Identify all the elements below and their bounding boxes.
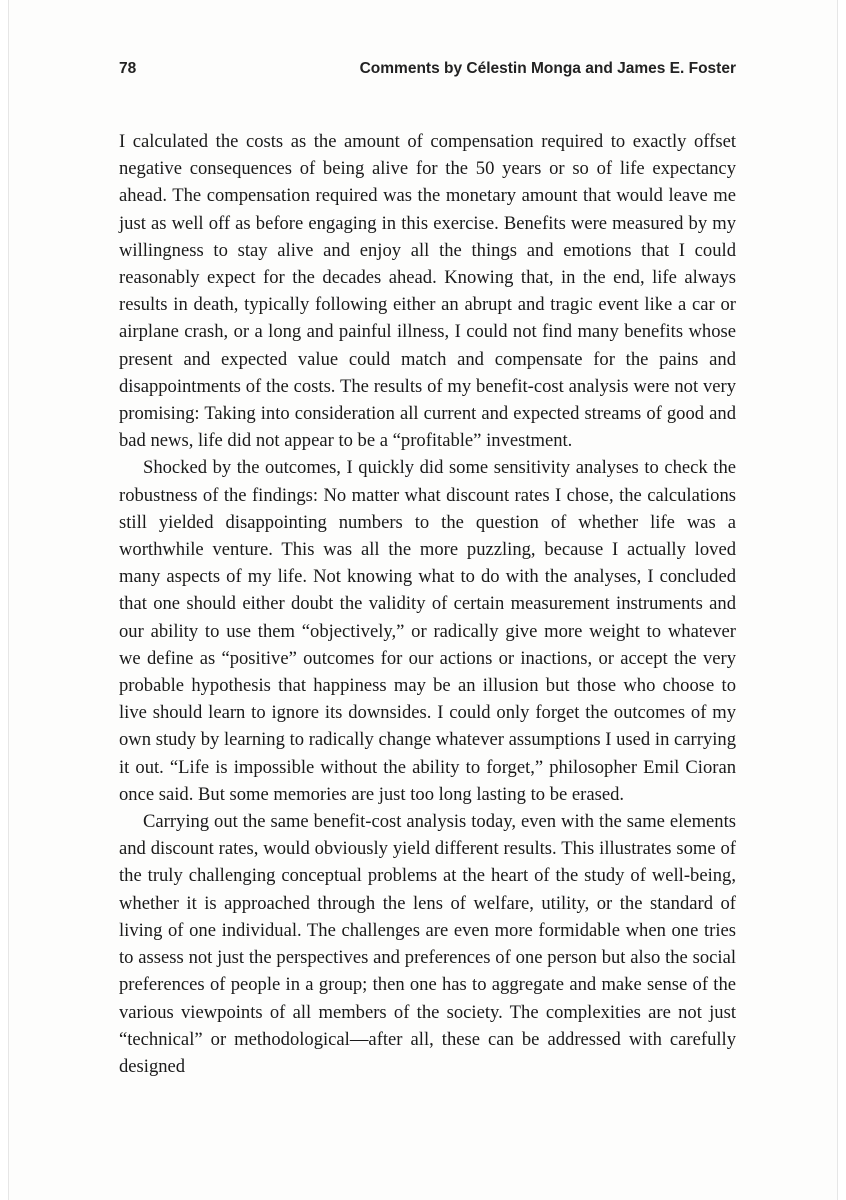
page-header bbox=[119, 60, 736, 84]
paragraph: I calculated the costs as the amount of compensation required to exactly offset negative consequences of being alive for the 50 years or so of life expectancy ahead. The compensation required was the monetary amount that would leave me just as well off as before engaging in this exercise. Benefits were measured by my willingness to stay alive and enjoy all the things and emotions that I could reasonably expect for the decades ahead. Knowing that, in the end, life always results in death, typically following either an abrupt and tragic event like a car or airplane crash, or a long and painful illness, I could not find many benefits whose present and expected value could match and compensate for the pains and disappointments of the costs. The results of my benefit-cost analysis were not very promising: Taking into consideration all current and expected streams of good and bad news, life did not appear to be a “profitable” investment. bbox=[119, 131, 736, 452]
page-number: 78 bbox=[119, 60, 137, 77]
running-head: Comments by Célestin Monga and James E. Foster bbox=[359, 60, 736, 77]
paragraph: Shocked by the outcomes, I quickly did some sensitivity analyses to check the robustness of the findings: No matter what discount rates I chose, the calculations still yielded disappointing numbers to the question of whether life was a worthwhile venture. This was all the more puzzling, because I actually loved many aspects of my life. Not knowing what to do with the analyses, I concluded that one should either doubt the validity of certain measurement instruments and our ability to use them “objectively,” or radically give more weight to whatever we define as “positive” outcomes for our actions or inactions, or accept the very probable hypothesis that happiness may be an illusion but those who choose to live should learn to ignore its downsides. I could only forget the outcomes of my own study by learning to radically change whatever assumptions I used in carrying it out. “Life is impossible without the ability to forget,” philosopher Emil Cioran once said. But some memories are just too long lasting to be erased. bbox=[119, 457, 736, 805]
body-text bbox=[119, 128, 736, 1080]
book-page bbox=[9, 0, 837, 1200]
paragraph: Carrying out the same benefit-cost analysis today, even with the same elements and discount rates, would obviously yield different results. This illustrates some of the truly challenging conceptual problems at the heart of the study of well-being, whether it is approached through the lens of welfare, utility, or the standard of living of one individual. The challenges are even more formidable when one tries to assess not just the perspectives and preferences of one person but also the social preferences of people in a group; then one has to aggregate and make sense of the various viewpoints of all members of the society. The complexities are not just “technical” or methodological—after all, these can be addressed with carefully designed bbox=[119, 811, 736, 1077]
